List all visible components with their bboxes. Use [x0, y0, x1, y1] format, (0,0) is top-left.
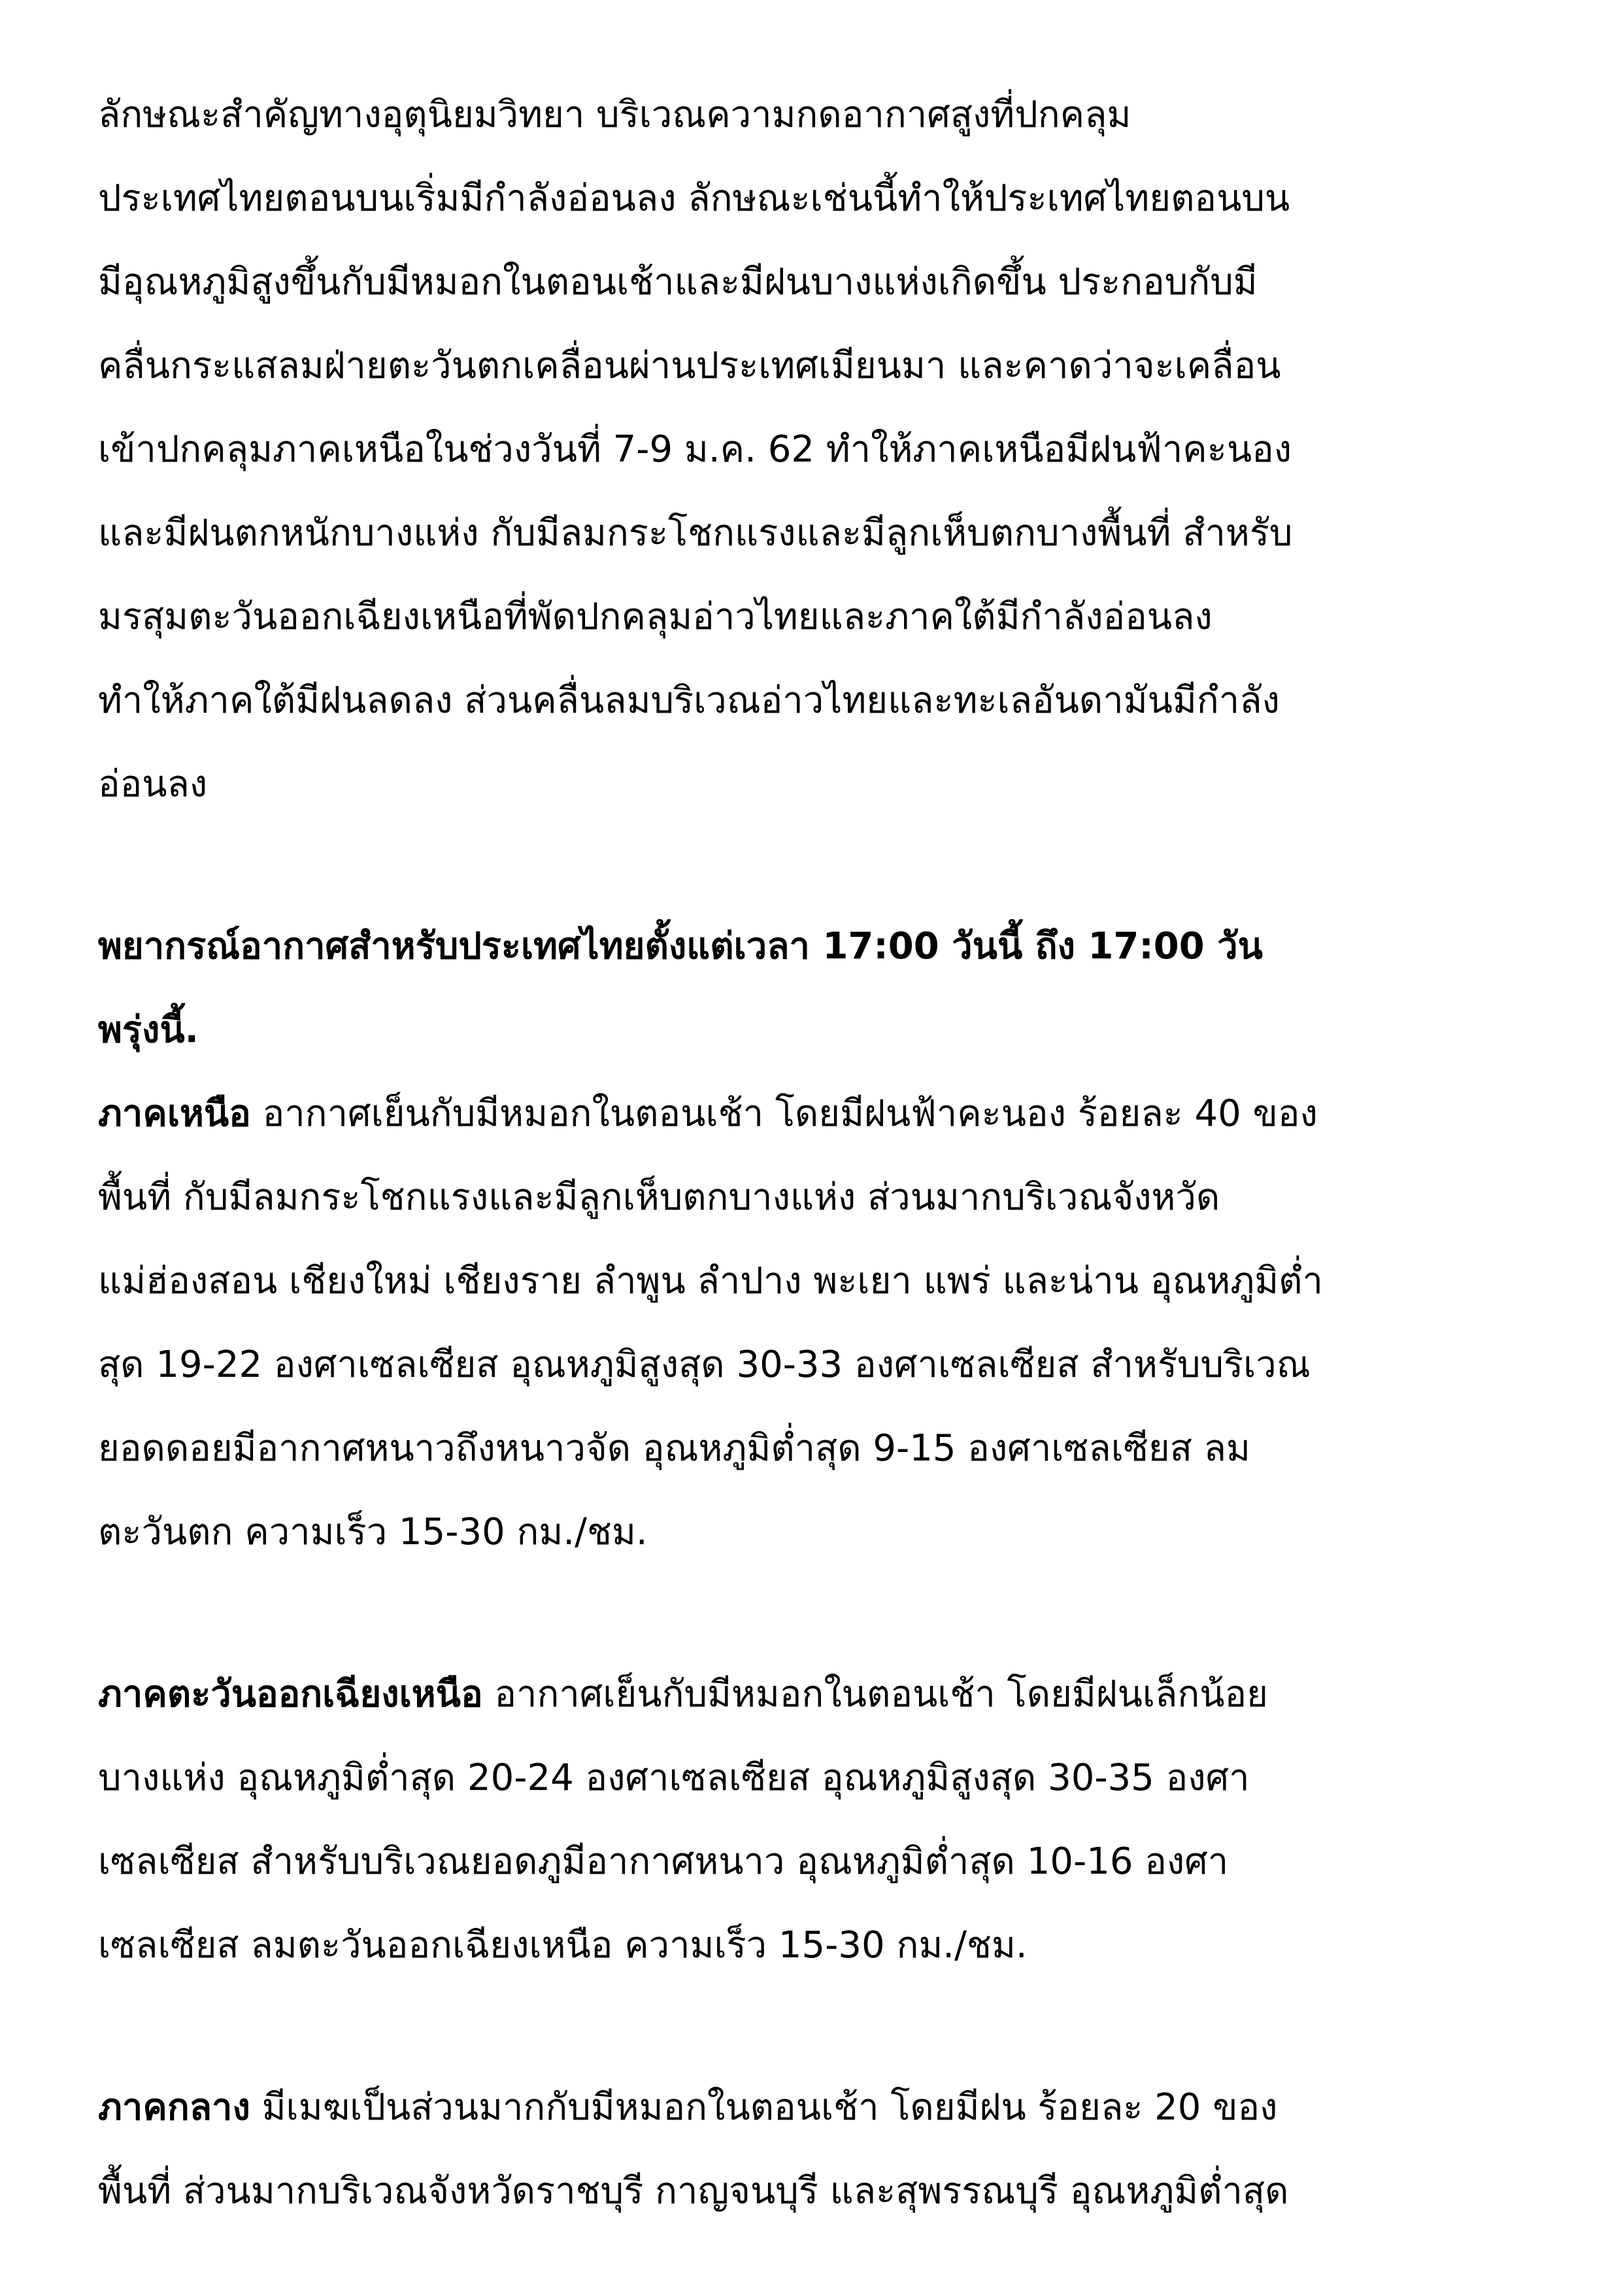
- paragraph-spacer: [98, 1574, 1536, 1653]
- intro-line: มีอุณหภูมิสูงขึ้นกับมีหมอกในตอนเช้าและมีฝนบางแห่งเกิดขึ้น ประกอบกับมี: [98, 261, 1258, 303]
- northeast-first-line: [98, 1653, 1536, 1736]
- intro-line: ประเทศไทยตอนบนเริ่มมีกำลังอ่อนลง ลักษณะเช่นนี้ทำให้ประเทศไทยตอนบน: [98, 177, 1290, 220]
- central-first-line: [98, 2066, 1536, 2150]
- intro-line: คลื่นกระแสลมฝ่ายตะวันตกเคลื่อนผ่านประเทศเมียนมา และคาดว่าจะเคลื่อน: [98, 345, 1281, 387]
- north-line: พื้นที่ กับมีลมกระโชกแรงและมีลูกเห็บตกบางแห่ง ส่วนมากบริเวณจังหวัด: [98, 1176, 1220, 1219]
- intro-line: ทำให้ภาคใต้มีฝนลดลง ส่วนคลื่นลมบริเวณอ่าวไทยและทะเลอันดามันมีกำลัง: [98, 679, 1280, 722]
- northeast-line: เซลเซียส สำหรับบริเวณยอดภูมีอากาศหนาว อุณหภูมิต่ำสุด 10-16 องศา: [98, 1840, 1229, 1883]
- intro-paragraph: [98, 73, 1536, 826]
- north-line: ตะวันตก ความเร็ว 15-30 กม./ชม.: [98, 1511, 648, 1553]
- forecast-heading-line: พยากรณ์อากาศสำหรับประเทศไทยตั้งแต่เวลา 17:00 วันนี้ ถึง 17:00 วัน: [98, 925, 1263, 968]
- intro-line: เข้าปกคลุมภาคเหนือในช่วงวันที่ 7-9 ม.ค. 62 ทำให้ภาคเหนือมีฝนฟ้าคะนอง: [98, 428, 1292, 471]
- north-line: สุด 19-22 องศาเซลเซียส อุณหภูมิสูงสุด 30-33 องศาเซลเซียส สำหรับบริเวณ: [98, 1343, 1311, 1386]
- paragraph-spacer: [98, 1987, 1536, 2066]
- north-region-label: ภาคเหนือ: [98, 1092, 251, 1135]
- intro-line: และมีฝนตกหนักบางแห่ง กับมีลมกระโชกแรงและมีลูกเห็บตกบางพื้นที่ สำหรับ: [98, 512, 1293, 554]
- northeast-region-paragraph: [98, 1653, 1536, 1987]
- intro-line: มรสุมตะวันออกเฉียงเหนือที่พัดปกคลุมอ่าวไทยและภาคใต้มีกำลังอ่อนลง: [98, 596, 1213, 638]
- central-first-line-text: มีเมฆเป็นส่วนมากกับมีหมอกในตอนเช้า โดยมีฝน ร้อยละ 20 ของ: [250, 2086, 1278, 2129]
- weather-forecast-document: [98, 73, 1536, 2233]
- north-first-line-text: อากาศเย็นกับมีหมอกในตอนเช้า โดยมีฝนฟ้าคะนอง ร้อยละ 40 ของ: [250, 1092, 1318, 1135]
- forecast-heading-line: พรุ่งนี้.: [98, 1009, 199, 1051]
- north-line: แม่ฮ่องสอน เชียงใหม่ เชียงราย ลำพูน ลำปาง พะเยา แพร่ และน่าน อุณหภูมิต่ำ: [98, 1260, 1323, 1302]
- forecast-heading: [98, 905, 1536, 1072]
- northeast-line: บางแห่ง อุณหภูมิต่ำสุด 20-24 องศาเซลเซียส อุณหภูมิสูงสุด 30-35 องศา: [98, 1757, 1250, 1799]
- north-region-paragraph: [98, 1072, 1536, 1574]
- north-line: ยอดดอยมีอากาศหนาวถึงหนาวจัด อุณหภูมิต่ำสุด 9-15 องศาเซลเซียส ลม: [98, 1427, 1250, 1470]
- central-region-paragraph: [98, 2066, 1536, 2233]
- paragraph-spacer: [98, 826, 1536, 905]
- central-line: พื้นที่ ส่วนมากบริเวณจังหวัดราชบุรี กาญจนบุรี และสุพรรณบุรี อุณหภูมิต่ำสุด: [98, 2170, 1289, 2212]
- north-first-line: [98, 1072, 1536, 1156]
- central-region-label: ภาคกลาง: [98, 2086, 250, 2129]
- intro-line: อ่อนลง: [98, 763, 208, 805]
- northeast-line: เซลเซียส ลมตะวันออกเฉียงเหนือ ความเร็ว 15-30 กม./ชม.: [98, 1924, 1028, 1967]
- intro-line: ลักษณะสำคัญทางอุตุนิยมวิทยา บริเวณความกดอากาศสูงที่ปกคลุม: [98, 93, 1131, 136]
- northeast-first-line-text: อากาศเย็นกับมีหมอกในตอนเช้า โดยมีฝนเล็กน้อย: [482, 1673, 1268, 1715]
- northeast-region-label: ภาคตะวันออกเฉียงเหนือ: [98, 1673, 483, 1715]
